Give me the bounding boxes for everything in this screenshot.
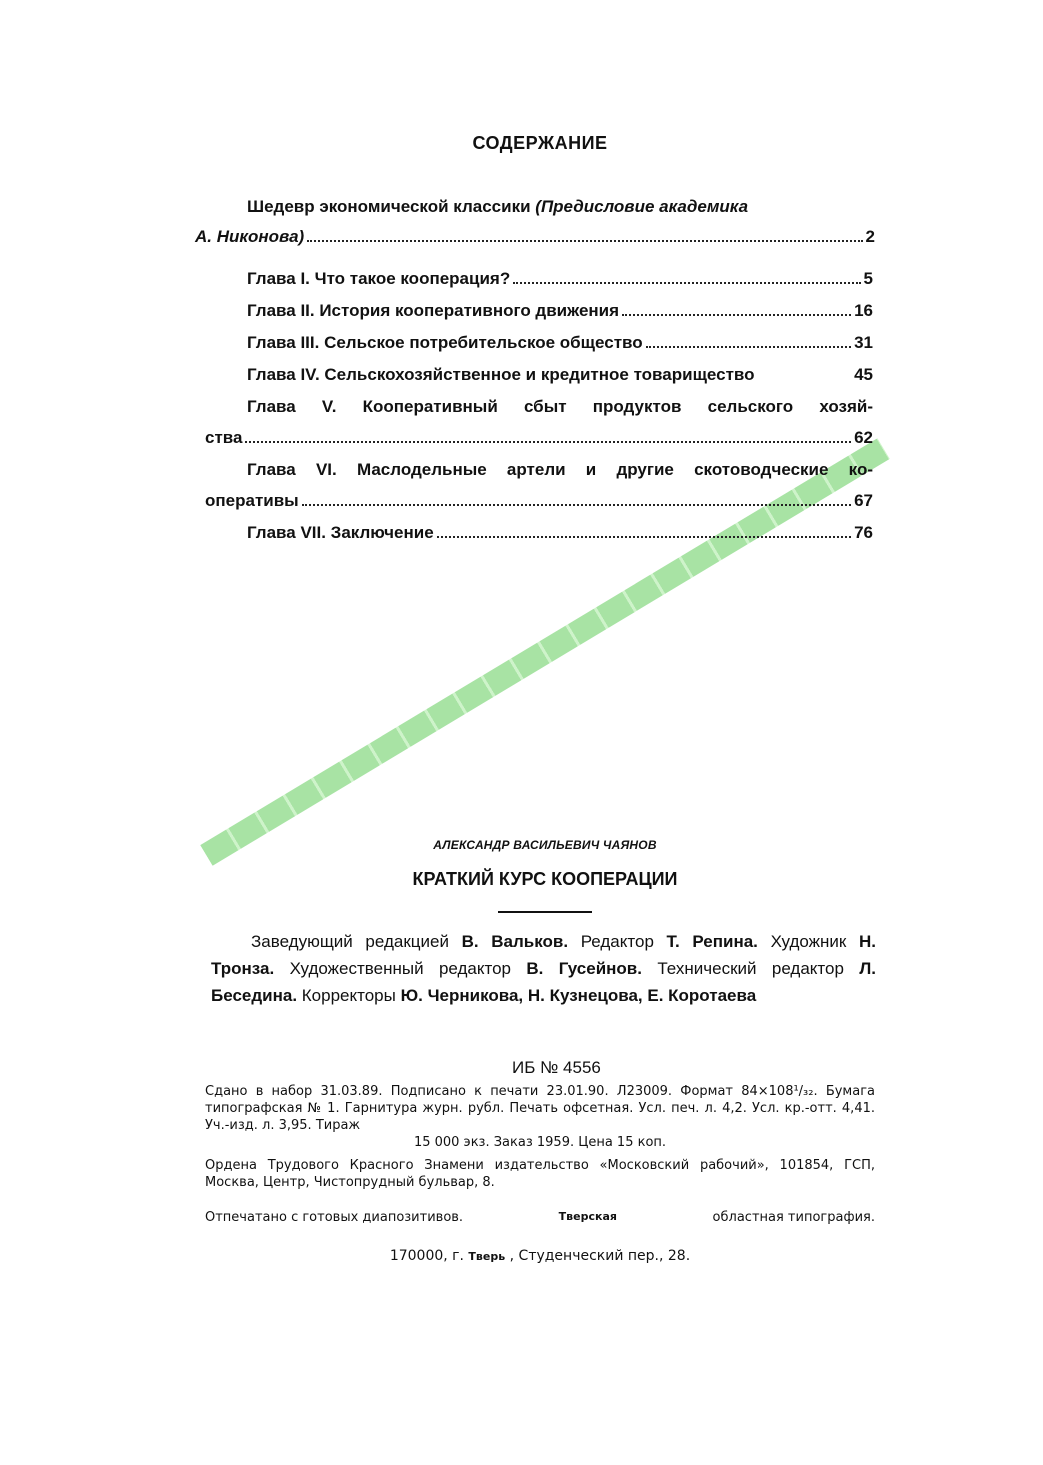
credit-name: Т. Репина. (666, 932, 758, 951)
toc-page-number: 2 (865, 227, 875, 246)
credit-label: Художник (770, 932, 847, 951)
toc-entry-ch2 (247, 300, 873, 322)
toc-entry-preface (195, 196, 875, 248)
credit-label: Технический редактор (657, 959, 844, 978)
toc-entry-ch6 (205, 459, 873, 512)
dot-leader (245, 441, 851, 443)
credit-name: Ю. Черникова, (400, 986, 524, 1005)
printed-by-house: областная типография. (712, 1210, 875, 1225)
toc-chapter-label: Глава IV. Сельскохозяйственное и кредитное товарищество (247, 365, 755, 384)
toc-entry-ch7 (247, 522, 873, 544)
toc-preface-text: Шедевр экономической классики (247, 197, 531, 216)
imprint-publisher: Ордена Трудового Красного Знамени издательство «Московский рабочий», 101854, ГСП, Москва, Центр, Чистопрудный бульвар, 8. (205, 1158, 875, 1190)
toc-page-number: 16 (854, 301, 873, 320)
address-street: , Студенческий пер., 28. (509, 1248, 691, 1264)
toc-page-number: 76 (854, 523, 873, 542)
printed-by-text: Отпечатано с готовых диапозитивов. (205, 1210, 464, 1225)
credit-label: Заведующий редакцией (251, 932, 449, 951)
toc-page-number: 67 (854, 491, 873, 510)
credit-name: В. Вальков. (461, 932, 569, 951)
credit-name: Л. Беседина. (211, 959, 876, 1005)
credit-label: Корректоры (301, 986, 396, 1005)
toc-entry-ch1 (247, 268, 873, 290)
toc-page-number: 31 (854, 333, 873, 352)
dot-leader (513, 282, 860, 284)
dot-leader (302, 504, 851, 506)
ib-number: ИБ № 4556 (512, 1058, 601, 1077)
title-rule (498, 911, 592, 913)
dot-leader (307, 240, 862, 242)
toc-chapter-label: Глава VII. Заключение (247, 523, 434, 542)
toc-entry-ch3 (247, 332, 873, 354)
toc-preface-italic: (Предисловие академика (535, 197, 749, 216)
book-title: КРАТКИЙ КУРС КООПЕРАЦИИ (412, 869, 678, 889)
toc-page-number: 62 (854, 428, 873, 447)
toc-title: СОДЕРЖАНИЕ (472, 133, 608, 153)
toc-entry-ch4 (247, 364, 873, 386)
toc-entry-ch5 (205, 396, 873, 449)
credit-label: Редактор (580, 932, 654, 951)
credit-name: Е. Коротаева (647, 986, 757, 1005)
book-author: АЛЕКСАНДР ВАСИЛЬЕВИЧ ЧАЯНОВ (433, 838, 657, 852)
toc-preface-author: А. Никонова) (195, 227, 305, 246)
credit-name: Н. Тронза. (211, 932, 876, 978)
imprint-block (205, 1083, 875, 1191)
credits-block (211, 928, 876, 1009)
dot-leader (622, 314, 851, 316)
credit-label: Художественный редактор (289, 959, 511, 978)
toc-chapter-label: Глава VI. Маслодельные артели и другие скотоводческие ко- (247, 460, 873, 479)
address-zip: 170000, г. (389, 1248, 464, 1264)
imprint-print-details-last: 15 000 экз. Заказ 1959. Цена 15 коп. (413, 1135, 667, 1150)
credit-name: Н. Кузнецова, (527, 986, 643, 1005)
address-city: Тверь (468, 1250, 506, 1263)
dot-leader (646, 346, 851, 348)
toc-chapter-label-cont: оперативы (205, 491, 299, 510)
toc-preface-line2 (195, 226, 875, 248)
imprint-print-details: Сдано в набор 31.03.89. Подписано к печати 23.01.90. Л23009. Формат 84×108¹/₃₂. Бумага типографская № 1. Гарнитура журн. рубл. Печать офсетная. Усл. печ. л. 4,2. Усл. кр.-отт. 4,41. Уч.-изд. л. 3,95. Тираж (205, 1084, 875, 1133)
toc-preface-line1 (195, 196, 875, 218)
printed-by (205, 1210, 875, 1225)
dot-leader (437, 536, 851, 538)
toc-chapter-label: Глава II. История кооперативного движения (247, 301, 620, 320)
toc-page-number: 5 (863, 269, 873, 288)
credit-name: В. Гусейнов. (526, 959, 642, 978)
printer-address (0, 1248, 1043, 1264)
toc-chapter-label-cont: ства (205, 428, 243, 447)
toc-chapter-label: Глава V. Кооперативный сбыт продуктов сельского хозяй- (247, 397, 873, 416)
printed-by-city: Тверская (558, 1210, 617, 1223)
toc-chapter-label: Глава I. Что такое кооперация? (247, 269, 511, 288)
toc-chapter-label: Глава III. Сельское потребительское общество (247, 333, 643, 352)
toc-page-number: 45 (854, 365, 873, 384)
